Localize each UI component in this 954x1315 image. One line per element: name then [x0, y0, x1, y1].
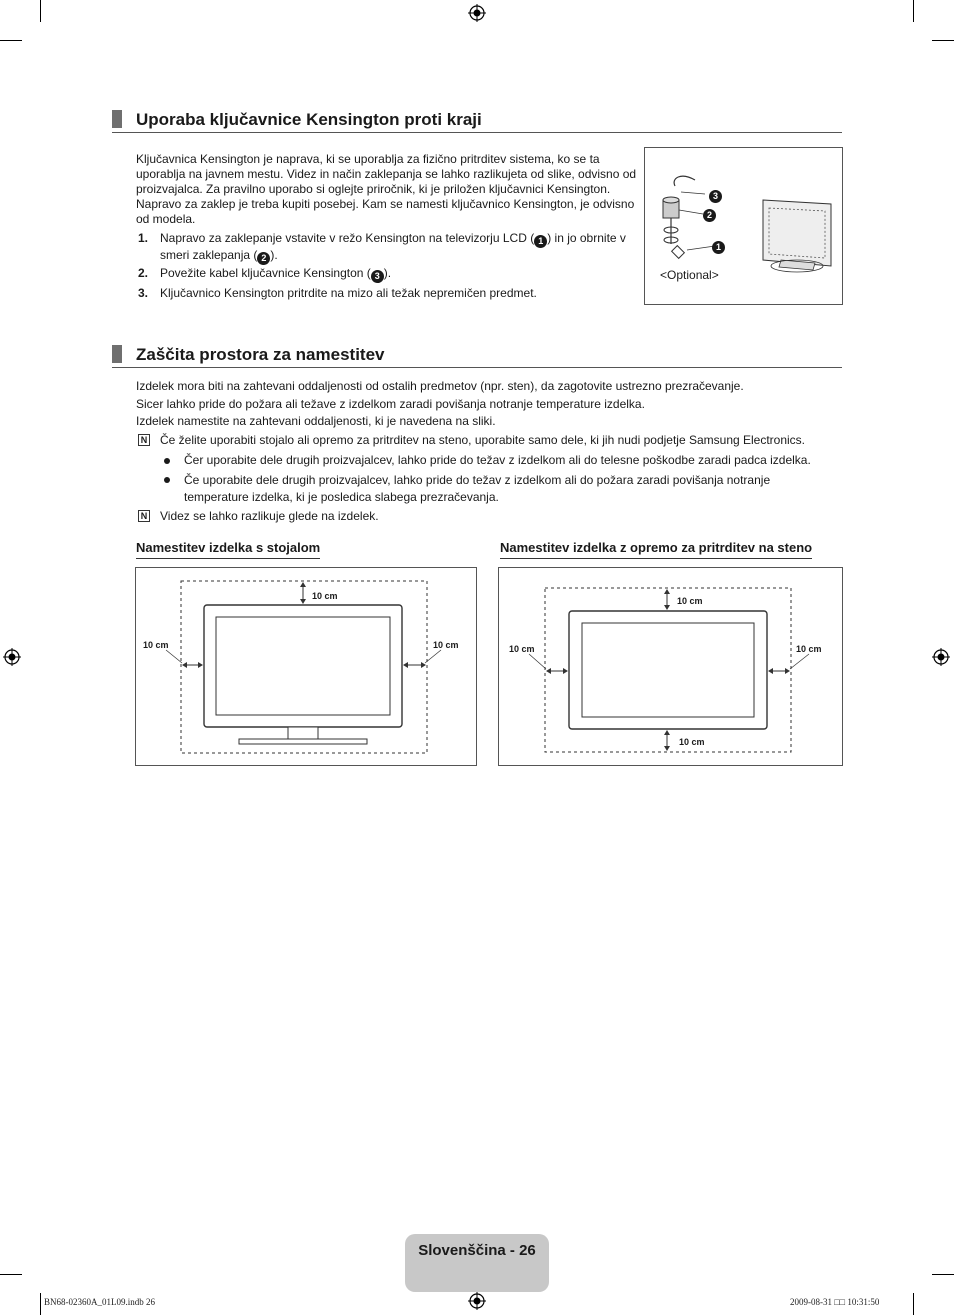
bullet-fire: Če uporabite dele drugih proizvajalcev, lahko pride do težav z izdelkom ali do požara zaradi povišanja notranje temperature izdelka, ki je posledica slabega prezračevanja. — [184, 473, 771, 504]
note-samsung-parts: Če želite uporabiti stojalo ali opremo za pritrditev na steno, uporabite samo dele, ki jih nudi podjetje Samsung Electronics. — [160, 433, 806, 447]
space-line-1: Izdelek mora biti na zahtevani oddaljenosti od ostalih predmetov (npr. sten), da zagotovite ustrezno prezračevanje. — [136, 379, 744, 393]
space-line-3: Izdelek namestite na zahtevani oddaljenosti, ki je navedena na sliki. — [136, 414, 496, 428]
kensington-intro: Ključavnica Kensington je naprava, ki se uporablja za fizično pritrditev sistema, ko se ta uporablja na javnem mestu. Videz in način zaklepanja se lahko razlikujeta od slike, odvisno od proizvajalca. Za pravilno uporabo si oglejte priročnik, ki je priložen ključavnici Kensington. Napravo za zaklep je treba kupiti posebej. Kam se namesti ključavnico Kensington, je odvisno od modela. — [136, 152, 637, 226]
step-2-text — [160, 266, 640, 283]
crop-mark — [0, 40, 22, 41]
step-3-text: Ključavnico Kensington pritrdite na mizo ali težak nepremičen predmet. — [160, 286, 537, 300]
section-title-text: Uporaba ključavnice Kensington proti kraji — [136, 110, 482, 129]
crop-mark — [0, 1274, 22, 1275]
crop-mark — [913, 1293, 914, 1315]
crop-mark — [913, 0, 914, 22]
stand-top-clearance: 10 cm — [312, 591, 338, 601]
section-marker — [112, 110, 122, 128]
section-title-installation-space — [112, 345, 842, 368]
registration-mark-icon — [468, 4, 486, 22]
stand-left-clearance: 10 cm — [143, 640, 169, 650]
space-line-2: Sicer lahko pride do požara ali težave z izdelkom zaradi povišanja notranje temperature izdelka. — [136, 397, 645, 411]
page-number: Slovenščina - 26 — [418, 1242, 536, 1259]
wall-figure-heading: Namestitev izdelka z opremo za pritrditev na steno — [500, 540, 812, 559]
registration-mark-icon — [468, 1292, 486, 1310]
step-text: Napravo za zaklepanje vstavite v režo Kensington na televizorju LCD ( — [160, 231, 535, 245]
callout-3-icon: 3 — [709, 190, 722, 203]
registration-mark-icon — [932, 648, 950, 666]
wall-top-clearance: 10 cm — [677, 596, 703, 606]
stand-figure-heading: Namestitev izdelka s stojalom — [136, 540, 320, 559]
page-number-tab — [405, 1234, 549, 1292]
registration-mark-icon — [3, 648, 21, 666]
wall-clearance-illustration — [499, 568, 842, 765]
file-name: BN68-02360A_01L09.indb 26 — [44, 1297, 155, 1307]
section-title-text: Zaščita prostora za namestitev — [136, 345, 385, 364]
stand-right-clearance: 10 cm — [433, 640, 459, 650]
crop-mark — [932, 40, 954, 41]
wall-right-clearance: 10 cm — [796, 644, 822, 654]
step-1-text — [160, 231, 640, 265]
wall-left-clearance: 10 cm — [509, 644, 535, 654]
note-icon: N — [138, 434, 150, 446]
step-number: 1. — [138, 231, 149, 245]
section-marker — [112, 345, 122, 363]
stand-figure — [135, 567, 477, 766]
callout-2-icon: 2 — [703, 209, 716, 222]
stand-clearance-illustration — [136, 568, 476, 765]
step-text: ) in jo obrnite v smeri zaklepanja ( — [160, 231, 626, 262]
step-text: ). — [383, 266, 392, 280]
crop-mark — [932, 1274, 954, 1275]
kensington-figure — [644, 147, 843, 305]
crop-mark — [40, 1293, 41, 1315]
callout-1-icon: 1 — [712, 241, 725, 254]
bullet-injury: Čer uporabite dele drugih proizvajalcev, lahko pride do težav z izdelkom ali do telesne poškodbe zaradi padca izdelka. — [184, 453, 811, 467]
section-title-kensington — [112, 110, 842, 133]
note-appearance: Videz se lahko razlikuje glede na izdelek. — [160, 509, 379, 523]
wall-figure — [498, 567, 843, 766]
callout-1-icon: 1 — [534, 235, 547, 248]
print-date: 2009-08-31 □□ 10:31:50 — [790, 1297, 880, 1307]
callout-2-icon: 2 — [257, 252, 270, 265]
note-icon: N — [138, 510, 150, 522]
step-text: ). — [270, 248, 278, 262]
crop-mark — [40, 0, 41, 22]
wall-bottom-clearance: 10 cm — [679, 737, 705, 747]
step-number: 2. — [138, 266, 149, 280]
step-number: 3. — [138, 286, 149, 300]
step-text: Povežite kabel ključavnice Kensington ( — [160, 266, 371, 280]
bullet-icon — [164, 477, 170, 483]
optional-label: <Optional> — [660, 268, 719, 282]
bullet-icon — [164, 458, 170, 464]
callout-3-icon: 3 — [371, 270, 384, 283]
